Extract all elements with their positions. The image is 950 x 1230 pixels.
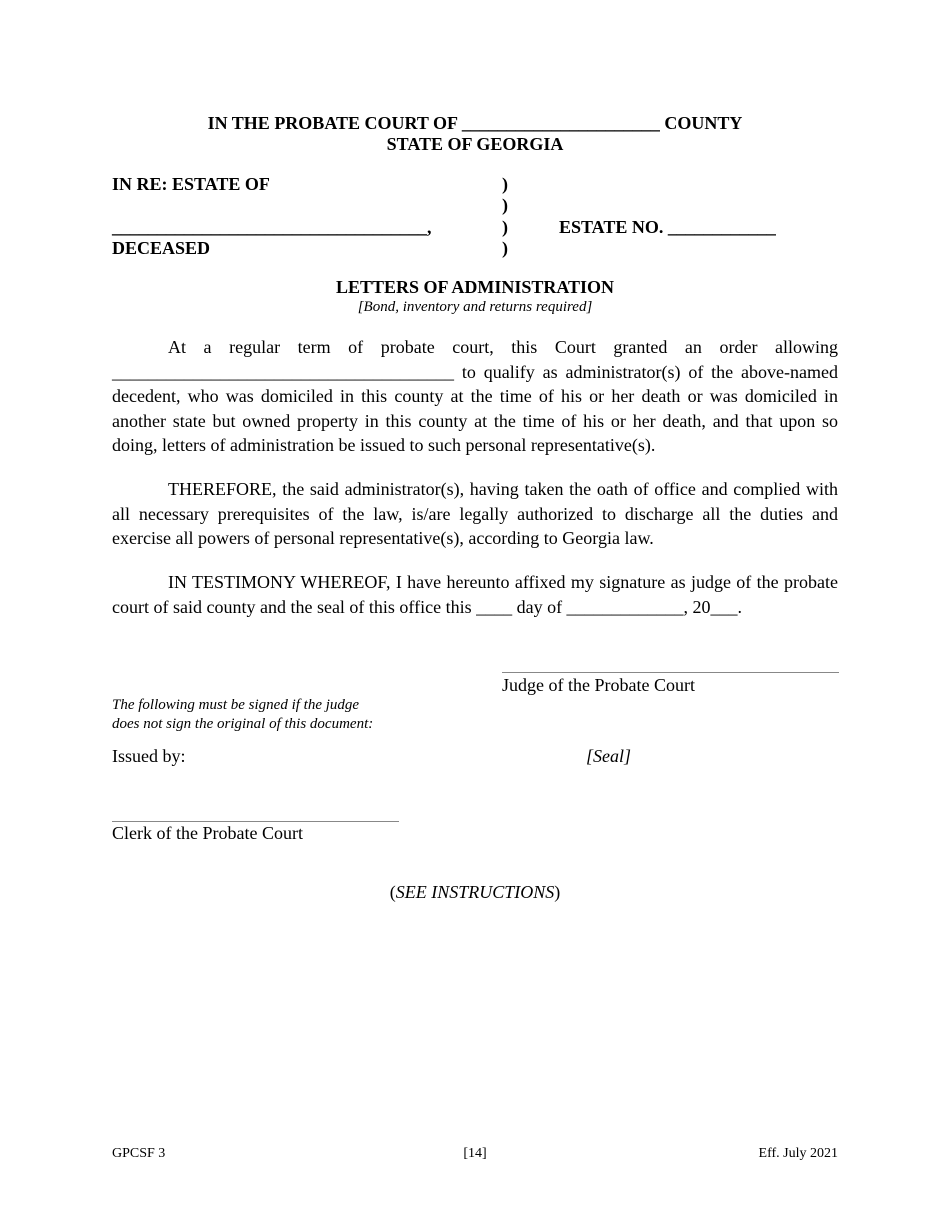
judge-signature-line: [502, 672, 839, 673]
court-header: IN THE PROBATE COURT OF ______________________ COUNTY: [207, 113, 743, 133]
instructions-close-paren: ): [554, 882, 561, 902]
seal-placeholder: [Seal]: [586, 746, 631, 766]
deceased-label: DECEASED: [112, 238, 211, 258]
footer-page-number: [14]: [463, 1146, 487, 1161]
document-title: LETTERS OF ADMINISTRATION: [335, 277, 615, 297]
caption-paren: ): [502, 238, 508, 258]
paragraph-therefore: THEREFORE, the said administrator(s), having taken the oath of office and complied with all necessary prerequisites of the law, is/are legally authorized to discharge all the duties and exercise all powers of personal representative(s), according to Georgia law.: [112, 479, 838, 548]
footer-effective-date: Eff. July 2021: [758, 1146, 838, 1161]
footer-form-id: GPCSF 3: [112, 1146, 166, 1161]
decedent-name-blank: ___________________________________,: [112, 217, 432, 237]
issued-by-label: Issued by:: [112, 746, 186, 766]
caption-paren: ): [502, 195, 508, 215]
document-subtitle: [Bond, inventory and returns required]: [357, 299, 593, 315]
caption-paren: ): [502, 174, 508, 194]
clerk-signature-line: [112, 821, 399, 822]
signature-note-line1: The following must be signed if the judge: [112, 697, 360, 713]
in-re-label: IN RE: ESTATE OF: [112, 174, 270, 194]
see-instructions: [0, 882, 950, 903]
instructions-open-paren: (: [389, 882, 396, 902]
state-header: STATE OF GEORGIA: [386, 134, 564, 154]
paragraph-order: At a regular term of probate court, this Court granted an order allowing ______________________________________ to qualify as administrator(s) of the above-named decedent, who was domiciled in this county at the time of his or her death or was domiciled in another state but owned property in this county at the time of his or her death, and that upon so doing, letters of administration be issued to such personal representative(s).: [112, 337, 838, 455]
caption-paren: ): [502, 217, 508, 237]
paragraph-testimony: IN TESTIMONY WHEREOF, I have hereunto affixed my signature as judge of the probate court of said county and the seal of this office this ____ day of _____________, 20___.: [112, 572, 838, 617]
judge-signature-label: Judge of the Probate Court: [502, 675, 695, 695]
estate-number: ESTATE NO. ____________: [559, 217, 776, 237]
clerk-signature-label: Clerk of the Probate Court: [112, 823, 303, 843]
signature-note-line2: does not sign the original of this document:: [112, 716, 374, 732]
instructions-text: SEE INSTRUCTIONS: [395, 882, 555, 902]
